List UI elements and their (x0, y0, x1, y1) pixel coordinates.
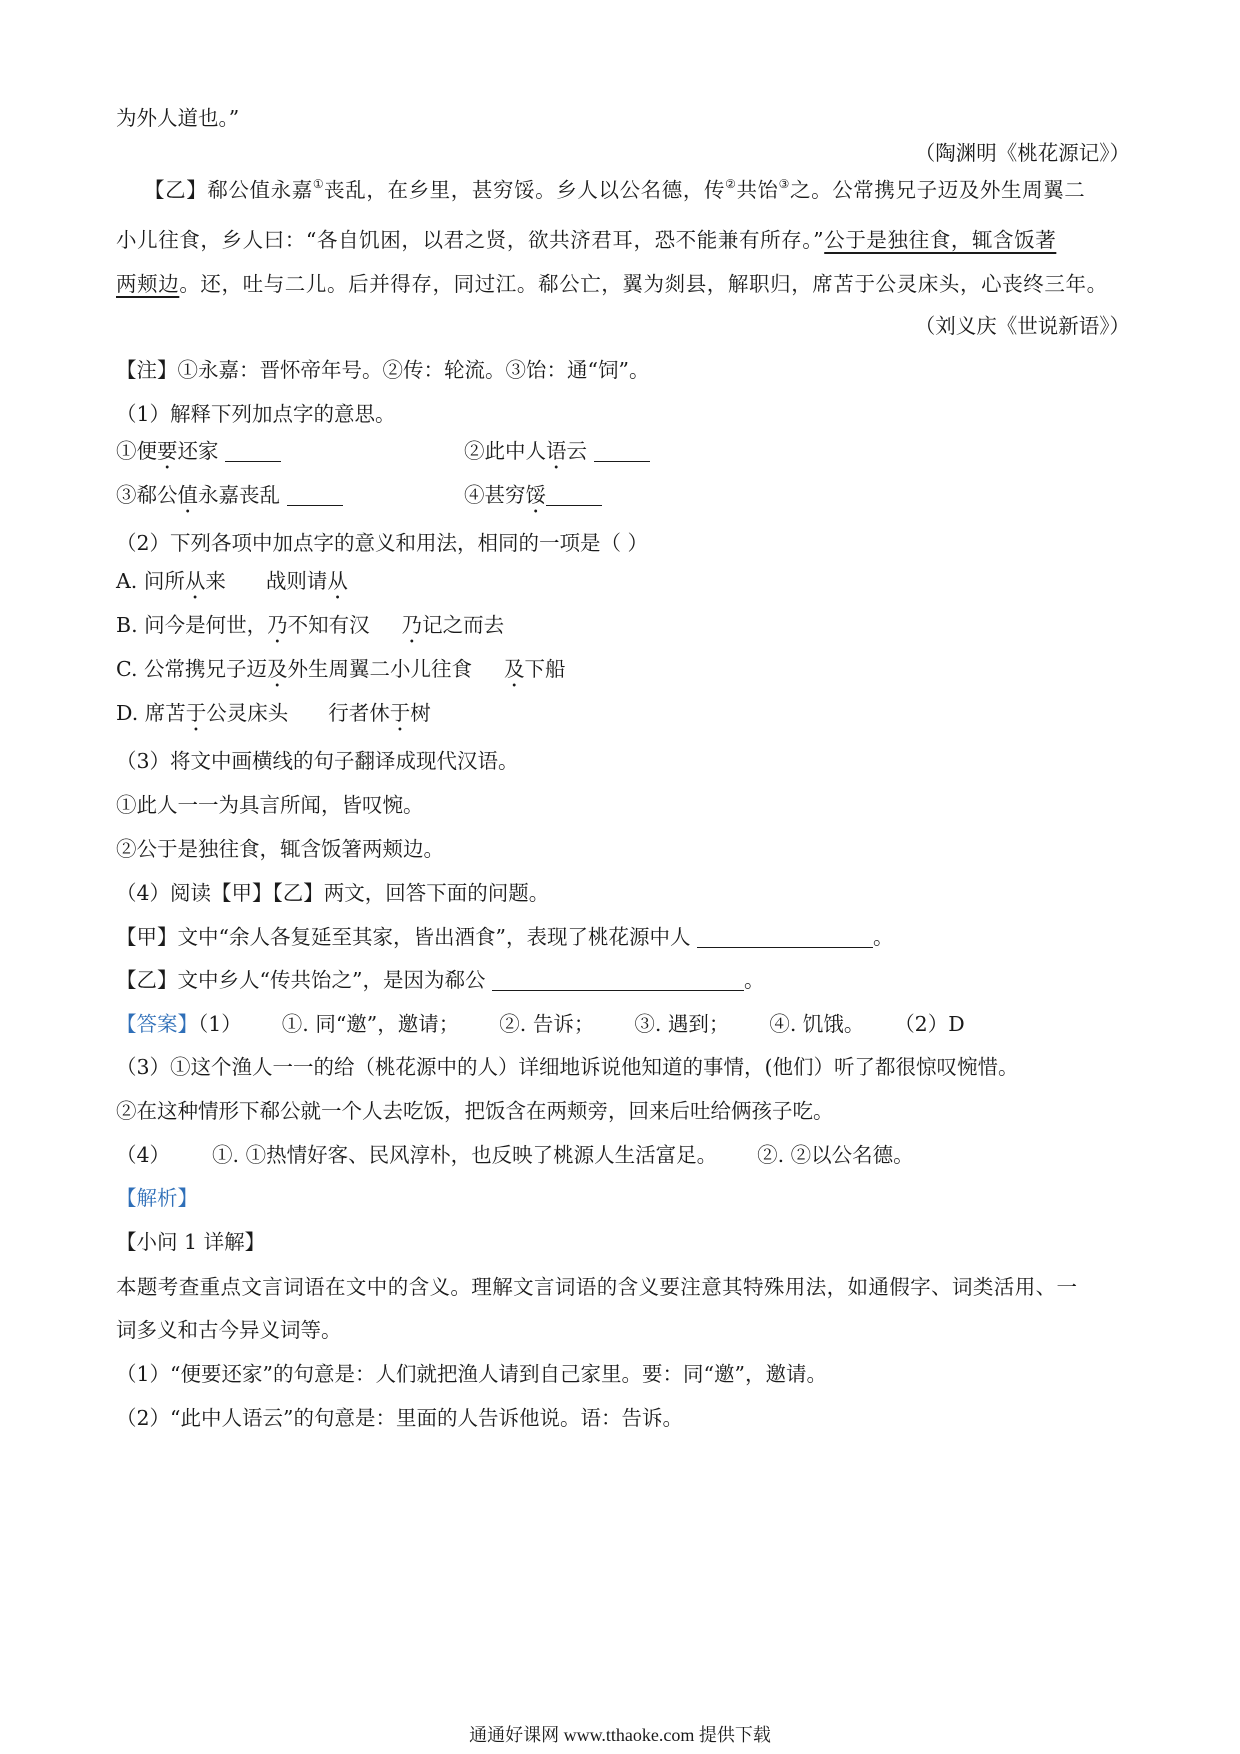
analysis-tag: 【解析】 (116, 1186, 198, 1210)
q1-d-blank[interactable] (546, 485, 602, 506)
q1-row-1: ①便要还家 ②此中人语云 (116, 437, 1130, 474)
source-yi: （刘义庆《世说新语》） (914, 314, 1130, 338)
q2-option-d: D. 席苫于公灵床头 行者休于树 (116, 701, 431, 725)
q4-jia-blank[interactable] (697, 927, 873, 948)
footer: 通通好课网 www.tthaoke.com 提供下载 (469, 1725, 771, 1745)
q2-stem: （2）下列各项中加点字的意义和用法，相同的一项是（ ） (116, 531, 649, 555)
q1-stem: （1）解释下列加点字的意思。 (116, 402, 396, 426)
answer-line-1: 【答案】（1） ①. 同“邀”，邀请； ②. 告诉； ③. 遇到； ④. 饥饿。 （2）D (116, 1012, 965, 1036)
note: 【注】①永嘉：晋怀帝年号。②传：轮流。③饴：通“饲”。 (116, 358, 650, 382)
q4-yi: 【乙】文中乡人“传共饴之”，是因为郗公 。 (116, 968, 765, 992)
q1-c-blank[interactable] (287, 485, 343, 506)
passage-yi-line-3: 两颊边。还，吐与二儿。后并得存，同过江。郗公亡，翼为剡县，解职归，席苫于公灵床头，心丧终三年。 (116, 272, 1108, 296)
analysis-subheading: 【小问 1 详解】 (116, 1230, 266, 1254)
analysis-paragraph-1: 本题考查重点文言词语在文中的含义。理解文言词语的含义要注意其特殊用法，如通假字、词类活用、一 (116, 1275, 1078, 1299)
q2-option-c: C. 公常携兄子迈及外生周翼二小儿往食 及下船 (116, 657, 566, 681)
q1-b-blank[interactable] (594, 441, 650, 462)
answer-line-2: （3）①这个渔人一一的给（桃花源中的人）详细地诉说他知道的事情，(他们）听了都很惊叹惋惜。 (116, 1055, 1019, 1079)
analysis-paragraph-3: （1）“便要还家”的句意是：人们就把渔人请到自己家里。要：同“邀”，邀请。 (116, 1362, 827, 1386)
analysis-paragraph-4: （2）“此中人语云”的句意是：里面的人告诉他说。语：告诉。 (116, 1406, 684, 1430)
q4-stem: （4）阅读【甲】【乙】两文，回答下面的问题。 (116, 881, 550, 905)
q3-stem: （3）将文中画横线的句子翻译成现代汉语。 (116, 749, 519, 773)
passage-yi-line-1: 【乙】郗公值永嘉①丧乱，在乡里，甚穷馁。乡人以公名德，传②共饴③之。公常携兄子迈及外生周翼二 (144, 177, 1086, 202)
underlined-sentence: 公于是独往食，辄含饭著 (824, 228, 1057, 252)
answer-line-3: ②在这种情形下郗公就一个人去吃饭，把饭含在两颊旁，回来后吐给俩孩子吃。 (116, 1099, 834, 1123)
q3-sentence-2: ②公于是独往食，辄含饭箸两颊边。 (116, 837, 444, 861)
q1-a-blank[interactable] (225, 441, 281, 462)
analysis-paragraph-2: 词多义和古今异义词等。 (116, 1318, 342, 1342)
passage-yi-line-2: 小儿往食，乡人曰：“各自饥困，以君之贤，欲共济君耳，恐不能兼有所存。”公于是独往食，辄含饭著 (116, 228, 1057, 252)
q2-option-a: A. 问所从来 战则请从 (116, 569, 348, 593)
underlined-sentence-end: 两颊边 (116, 272, 180, 296)
answer-tag: 【答案】 (116, 1012, 198, 1036)
q4-yi-blank[interactable] (492, 970, 744, 991)
answer-line-4: （4） ①. ①热情好客、民风淳朴，也反映了桃源人生活富足。 ②. ②以公名德。 (116, 1143, 914, 1167)
passage-tail: 为外人道也。” (116, 106, 240, 130)
q2-option-b: B. 问今是何世，乃不知有汉 乃记之而去 (116, 613, 505, 637)
q4-jia: 【甲】文中“余人各复延至其家，皆出酒食”，表现了桃花源中人 。 (116, 925, 894, 949)
q3-sentence-1: ①此人一一为具言所闻，皆叹惋。 (116, 793, 424, 817)
source-jia: （陶渊明《桃花源记》） (914, 141, 1130, 165)
q1-row-2: ③郗公值永嘉丧乱 ④甚穷馁 (116, 481, 1130, 518)
